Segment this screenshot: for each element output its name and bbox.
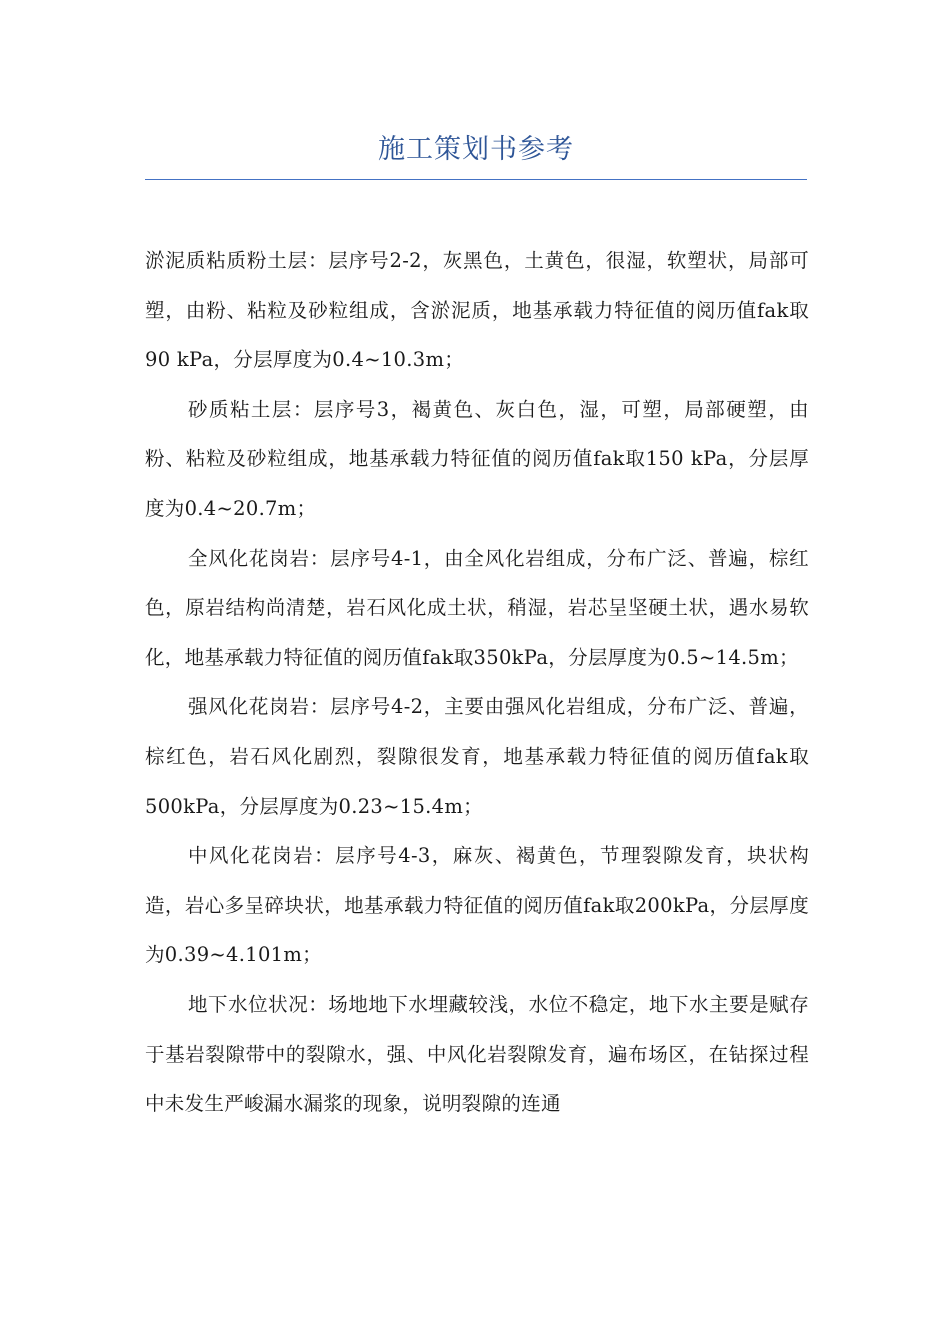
document-title: 施工策划书参考 <box>378 134 574 165</box>
title-underline <box>145 179 807 180</box>
document-body <box>145 236 809 1129</box>
paragraph-moderately-weathered-granite: 中风化花岗岩：层序号4-3，麻灰、褐黄色，节理裂隙发育，块状构造，岩心多呈碎块状，地基承载力特征值的阅历值fak取200kPa，分层厚度为0.39~4.101m； <box>145 844 809 967</box>
paragraph-fully-weathered-granite: 全风化花岗岩：层序号4-1，由全风化岩组成，分布广泛、普遍，棕红色，原岩结构尚清楚，岩石风化成土状，稍湿，岩芯呈坚硬土状，遇水易软化，地基承载力特征值的阅历值fak取350kPa，分层厚度为0.5~14.5m； <box>145 546 809 669</box>
paragraph-silty-clay-layer: 淤泥质粘质粉土层：层序号2-2，灰黑色，土黄色，很湿，软塑状，局部可塑，由粉、粘粒及砂粒组成，含淤泥质，地基承载力特征值的阅历值fak取90 kPa，分层厚度为0.4~10.3m； <box>145 249 809 372</box>
paragraph-groundwater: 地下水位状况：场地地下水埋藏较浅，水位不稳定，地下水主要是赋存于基岩裂隙带中的裂隙水，强、中风化岩裂隙发育，遍布场区，在钻探过程中未发生严峻漏水漏浆的现象，说明裂隙的连通 <box>145 992 809 1116</box>
paragraph-strongly-weathered-granite: 强风化花岗岩：层序号4-2，主要由强风化岩组成，分布广泛、普遍，棕红色，岩石风化剧烈，裂隙很发育，地基承载力特征值的阅历值fak取500kPa，分层厚度为0.23~15.4m； <box>145 695 809 818</box>
paragraph-sandy-clay-layer: 砂质粘土层：层序号3，褐黄色、灰白色，湿，可塑，局部硬塑，由粉、粘粒及砂粒组成，地基承载力特征值的阅历值fak取150 kPa，分层厚度为0.4~20.7m； <box>145 397 809 520</box>
